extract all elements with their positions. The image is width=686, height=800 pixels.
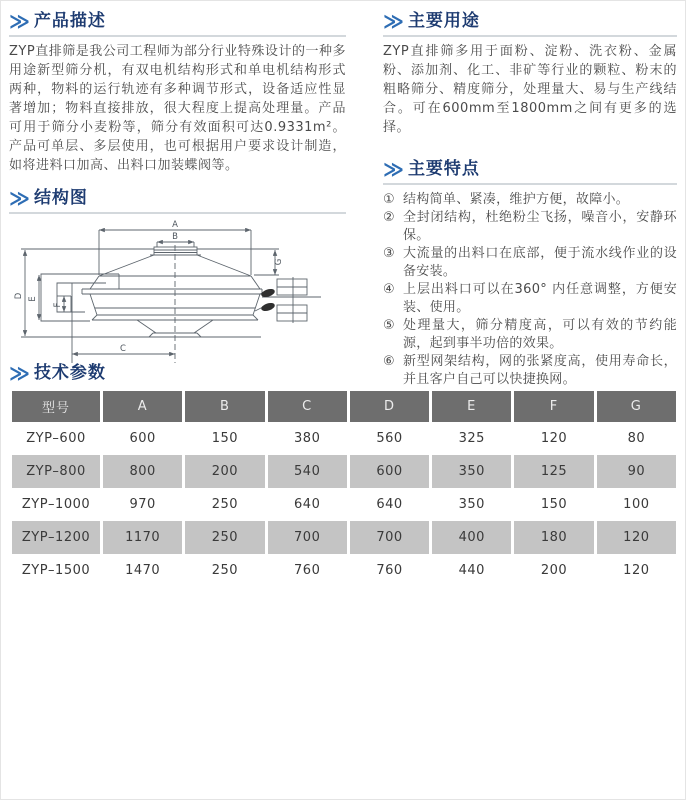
dim-label-g: G: [274, 258, 284, 266]
section-title: 主要用途: [407, 11, 480, 31]
feature-text: 处理量大，筛分精度高，可以有效的节约能源，起到事半功倍的效果。: [403, 318, 677, 351]
feature-number: ④: [383, 282, 395, 297]
table-cell: ZYP–800: [12, 455, 100, 488]
dim-label-b: B: [172, 232, 178, 242]
table-cell: 1170: [103, 521, 182, 554]
column-header: B: [185, 391, 264, 422]
feature-item: [383, 245, 677, 281]
table-cell: 600: [350, 455, 429, 488]
feature-item: [383, 191, 677, 209]
table-cell: 120: [597, 521, 676, 554]
table-cell: 600: [129, 431, 156, 446]
table-cell: 200: [540, 563, 568, 578]
section-divider: [9, 35, 346, 37]
section-header-product-description: [9, 11, 346, 31]
double-chevron-icon: ≫: [383, 9, 402, 33]
table-cell: 970: [129, 497, 156, 512]
feature-text: 大流量的出料口在底部，便于流水线作业的设备安装。: [403, 246, 677, 279]
table-cell: 540: [268, 455, 347, 488]
feature-number: ①: [383, 192, 395, 207]
table-cell: 800: [103, 455, 182, 488]
feature-item: [383, 353, 677, 389]
section-header-structure-diagram: [9, 188, 346, 208]
table-cell: 100: [623, 497, 650, 512]
double-chevron-icon: ≫: [9, 9, 28, 33]
column-header: D: [350, 391, 429, 422]
section-title: 技术参数: [33, 363, 106, 383]
column-header: C: [268, 391, 347, 422]
table-cell: 350: [432, 455, 511, 488]
table-row: [12, 521, 676, 554]
dim-label-c: C: [120, 344, 126, 354]
feature-item: [383, 317, 677, 353]
sieve-technical-drawing: [9, 217, 341, 369]
table-cell: 325: [458, 431, 485, 446]
dim-label-d: D: [14, 292, 24, 300]
table-header-row: [12, 391, 676, 422]
table-cell: ZYP–1000: [21, 497, 91, 512]
column-header: E: [432, 391, 511, 422]
table-row: [12, 422, 676, 455]
table-cell: 120: [623, 563, 650, 578]
section-divider: [383, 183, 677, 185]
table-cell: 250: [211, 563, 239, 578]
left-column: [9, 11, 346, 363]
table-cell: 125: [514, 455, 593, 488]
tech-params-section: [9, 363, 677, 587]
feature-text: 新型网架结构，网的张紧度高，使用寿命长，并且客户自己可以快捷换网。: [403, 354, 677, 387]
table-cell: ZYP–600: [26, 431, 86, 446]
table-cell: 400: [432, 521, 511, 554]
double-chevron-icon: ≫: [9, 186, 28, 210]
table-row: [12, 554, 676, 587]
column-header: G: [597, 391, 676, 422]
table-row: [12, 488, 676, 521]
feature-number: ⑥: [383, 354, 395, 369]
feature-text: 全封闭结构，杜绝粉尘飞扬，噪音小，安静环保。: [403, 210, 677, 243]
table-cell: 90: [597, 455, 676, 488]
table-cell: 1470: [125, 563, 161, 578]
section-divider: [383, 35, 677, 37]
section-title: 结构图: [33, 188, 88, 208]
table-cell: 640: [294, 497, 321, 512]
table-cell: 640: [376, 497, 403, 512]
section-header-main-features: [383, 159, 677, 179]
table-cell: 200: [185, 455, 264, 488]
structure-diagram: [9, 217, 346, 369]
table-cell: 760: [376, 563, 403, 578]
dim-label-e: E: [28, 296, 38, 302]
feature-number: ②: [383, 210, 395, 225]
feature-item: [383, 281, 677, 317]
table-cell: 440: [458, 563, 485, 578]
column-header: A: [103, 391, 182, 422]
tech-table-head: [12, 391, 676, 422]
table-cell: 700: [268, 521, 347, 554]
table-cell: 380: [294, 431, 321, 446]
double-chevron-icon: ≫: [9, 361, 28, 385]
table-cell: 180: [514, 521, 593, 554]
table-cell: 80: [627, 431, 646, 446]
features-list: [383, 191, 677, 389]
dim-label-a: A: [172, 220, 178, 230]
table-cell: 150: [211, 431, 239, 446]
table-cell: 250: [185, 521, 264, 554]
section-divider: [9, 212, 346, 214]
product-description-text: ZYP直排筛是我公司工程师为部分行业特殊设计的一种多用途新型筛分机，有双电机结构形式和单电机结构形式两种，物料的运行轨迹有多种调节形式，设备适应性显著增加；物料直接排放，很大程度上提高处理量。产品可用于筛分小麦粉等，筛分有效面积可达0.9331m²。产品可单层、多层使用，也可根据用户要求设计制造，如将进料口加高、出料口加装蝶阀等。: [9, 44, 346, 173]
feature-text: 上层出料口可以在360° 内任意调整，方便安装、使用。: [403, 282, 677, 315]
main-uses-text: ZYP直排筛多用于面粉、淀粉、洗衣粉、金属粉、添加剂、化工、非矿等行业的颗粒、粉末的粗略筛分、精度筛分，处理量大、易与生产线结合。可在600mm至1800mm之间有更多的选择。: [383, 44, 677, 135]
column-header: 型号: [12, 391, 100, 422]
feature-item: [383, 209, 677, 245]
column-header: F: [514, 391, 593, 422]
right-column: [383, 9, 677, 387]
double-chevron-icon: ≫: [383, 157, 402, 181]
tech-params-table: [9, 391, 679, 587]
feature-text: 结构简单、紧凑，维护方便，故障小。: [403, 192, 630, 207]
table-cell: ZYP–1200: [12, 521, 100, 554]
table-cell: 760: [294, 563, 321, 578]
table-cell: 350: [458, 497, 485, 512]
section-header-main-uses: [383, 11, 677, 31]
table-cell: 560: [376, 431, 403, 446]
table-cell: 250: [211, 497, 239, 512]
table-row: [12, 455, 676, 488]
section-title: 产品描述: [33, 11, 106, 31]
table-cell: ZYP–1500: [21, 563, 91, 578]
feature-number: ⑤: [383, 318, 395, 333]
tech-table-body: [12, 422, 676, 587]
section-title: 主要特点: [407, 159, 480, 179]
table-cell: 120: [540, 431, 568, 446]
table-cell: 150: [540, 497, 568, 512]
feature-number: ③: [383, 246, 395, 261]
dim-label-f: F: [53, 302, 63, 308]
table-cell: 700: [350, 521, 429, 554]
